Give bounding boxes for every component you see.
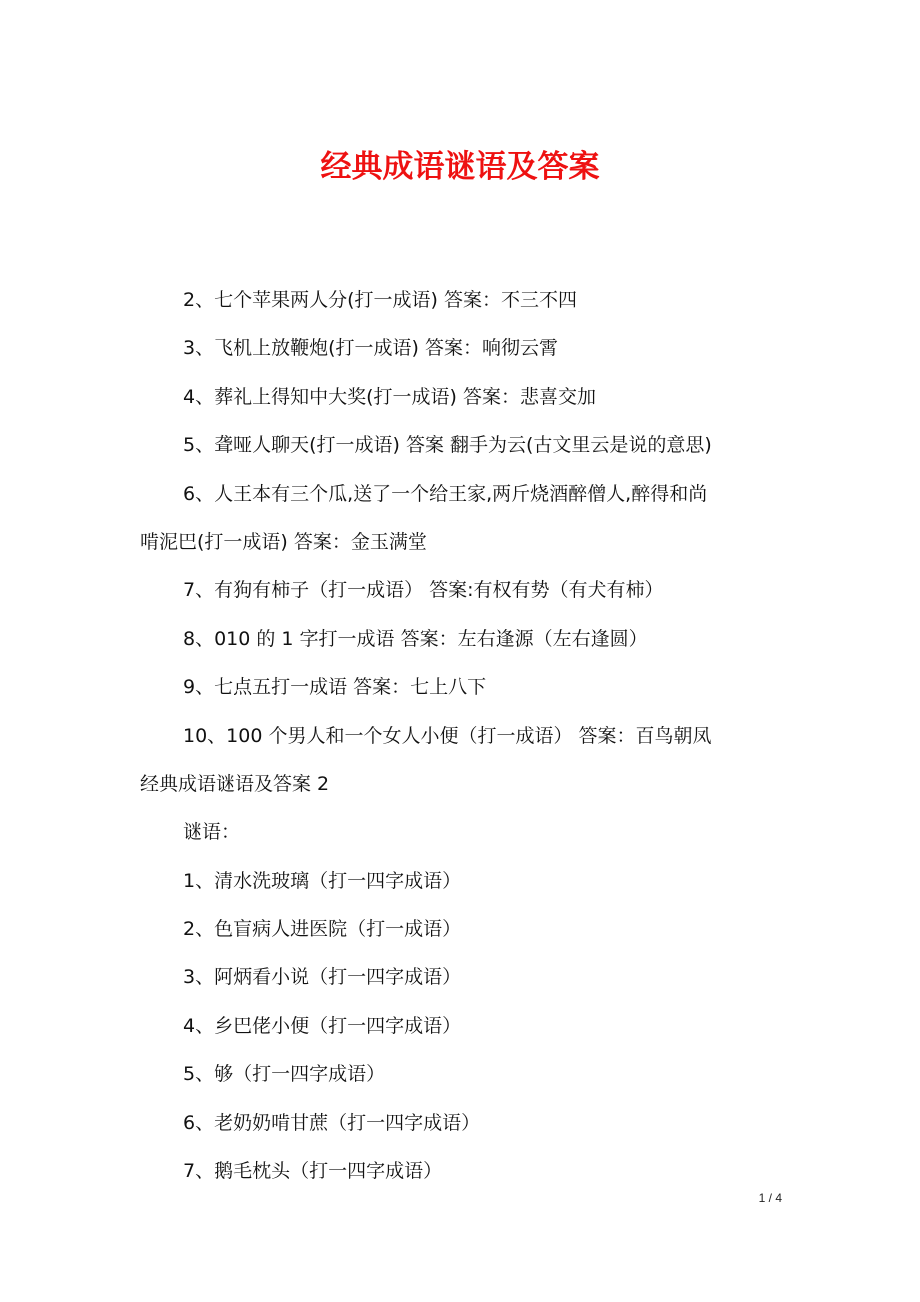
- riddle-line: 6、人王本有三个瓜,送了一个给王家,两斤烧酒醉僧人,醉得和尚: [183, 482, 708, 505]
- riddle-line: 7、有狗有柿子（打一成语） 答案:有权有势（有犬有柿）: [183, 579, 664, 602]
- page-number: 1 / 4: [758, 1191, 782, 1205]
- riddles-label: 谜语：: [183, 821, 241, 844]
- riddle-line: 5、聋哑人聊天(打一成语) 答案 翻手为云(古文里云是说的意思): [183, 434, 712, 457]
- riddle-line: 8、010 的 1 字打一成语 答案：左右逢源（左右逢圆）: [183, 627, 648, 650]
- riddle-line: 9、七点五打一成语 答案：七上八下: [183, 676, 487, 699]
- riddle-line: 3、阿炳看小说（打一四字成语）: [183, 966, 462, 989]
- riddle-line: 2、七个苹果两人分(打一成语) 答案：不三不四: [183, 289, 577, 311]
- riddle-line: 3、飞机上放鞭炮(打一成语) 答案：响彻云霄: [183, 337, 558, 360]
- riddle-line: 4、葬礼上得知中大奖(打一成语) 答案：悲喜交加: [183, 385, 596, 408]
- riddle-line: 6、老奶奶啃甘蔗（打一四字成语）: [183, 1111, 481, 1134]
- section-heading: 经典成语谜语及答案 2: [140, 772, 330, 795]
- page-title: 经典成语谜语及答案: [320, 149, 600, 185]
- riddle-line: 10、100 个男人和一个女人小便（打一成语） 答案：百鸟朝凤: [183, 724, 712, 747]
- riddle-line: 4、乡巴佬小便（打一四字成语）: [183, 1014, 462, 1037]
- riddle-line: 1、清水洗玻璃（打一四字成语）: [183, 869, 462, 892]
- riddle-line: 5、够（打一四字成语）: [183, 1063, 386, 1086]
- riddle-line: 2、色盲病人进医院（打一成语）: [183, 918, 462, 941]
- document-body: [140, 276, 790, 1195]
- riddle-line-continuation: 啃泥巴(打一成语) 答案：金玉满堂: [140, 530, 427, 553]
- riddle-line: 7、鹅毛枕头（打一四字成语）: [183, 1160, 443, 1183]
